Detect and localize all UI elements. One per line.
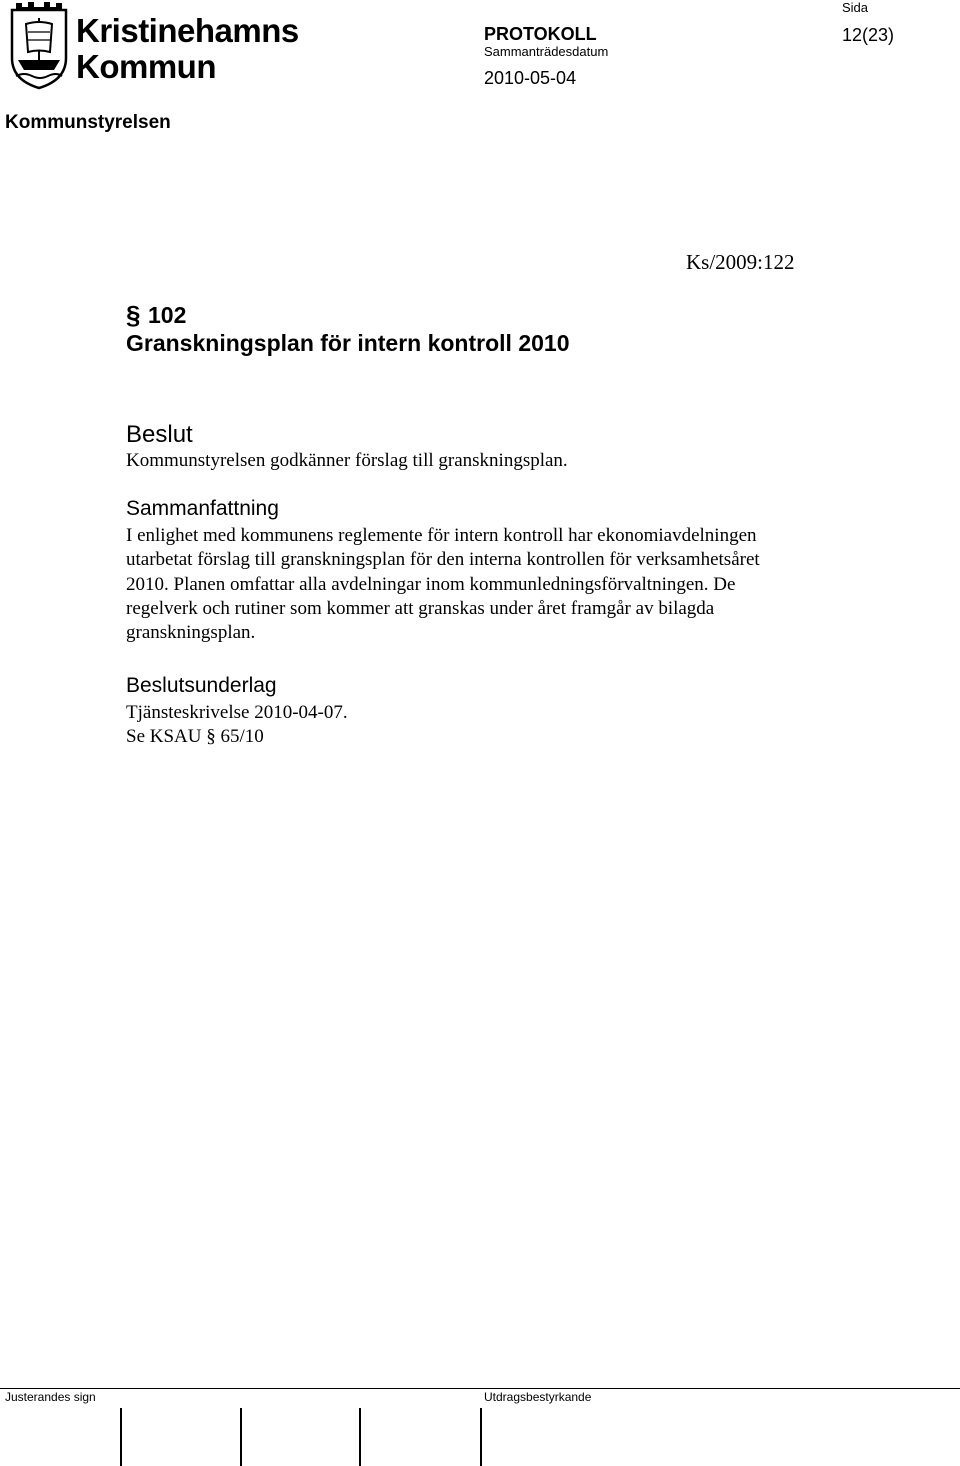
basis-line: Se KSAU § 65/10 bbox=[126, 726, 264, 748]
decision-heading: Beslut bbox=[126, 421, 193, 448]
document-type: PROTOKOLL bbox=[484, 24, 597, 44]
basis-text bbox=[126, 701, 348, 750]
decision-line: Kommunstyrelsen godkänner förslag till granskningsplan. bbox=[126, 450, 568, 471]
case-number: Ks/2009:122 bbox=[686, 250, 795, 274]
summary-heading: Sammanfattning bbox=[126, 497, 279, 520]
summary-line: granskningsplan. bbox=[126, 622, 256, 644]
signature-box-divider bbox=[359, 1408, 361, 1466]
meeting-date: 2010-05-04 bbox=[484, 68, 577, 88]
page-number: 12(23) bbox=[842, 25, 895, 45]
signature-box-divider bbox=[480, 1408, 482, 1466]
signature-box-divider bbox=[120, 1408, 122, 1466]
logo-wordmark-bottom: Kommun bbox=[76, 48, 216, 85]
summary-line: regelverk och rutiner som kommer att granskas under året framgår av bilagda bbox=[126, 597, 715, 619]
summary-line: 2010. Planen omfattar alla avdelningar inom kommunledningsförvaltningen. De bbox=[126, 573, 736, 595]
municipality-logo bbox=[4, 0, 299, 90]
decision-text bbox=[126, 449, 568, 473]
summary-text bbox=[126, 524, 760, 645]
section-number: 102 bbox=[148, 302, 187, 328]
summary-line: I enlighet med kommunens reglemente för intern kontroll har ekonomiavdelningen bbox=[126, 525, 757, 546]
organization-name: Kommunstyrelsen bbox=[5, 112, 171, 133]
section-symbol: § bbox=[126, 300, 141, 330]
signature-box-divider bbox=[240, 1408, 242, 1466]
extract-certification-label: Utdragsbestyrkande bbox=[484, 1390, 592, 1404]
footer-divider bbox=[0, 1388, 960, 1389]
basis-heading: Beslutsunderlag bbox=[126, 674, 277, 697]
page-label: Sida bbox=[842, 0, 869, 15]
meeting-date-label: Sammanträdesdatum bbox=[484, 44, 609, 59]
section-title: Granskningsplan för intern kontroll 2010 bbox=[126, 330, 570, 356]
summary-line: utarbetat förslag till granskningsplan för den interna kontrollen för verksamhetsåret bbox=[126, 549, 760, 571]
logo-wordmark-top: Kristinehamns bbox=[76, 12, 299, 49]
signature-label: Justerandes sign bbox=[5, 1390, 96, 1404]
basis-line: Tjänsteskrivelse 2010-04-07. bbox=[126, 702, 348, 723]
